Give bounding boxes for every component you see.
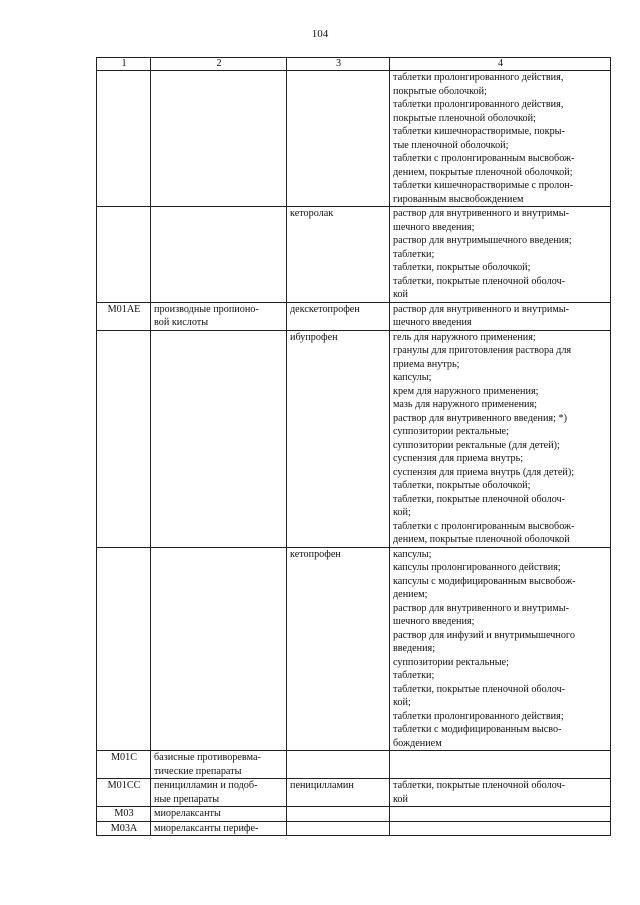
dosage-forms-cell <box>390 821 611 836</box>
dosage-form-line: дением, покрытые пленочной оболочкой; <box>393 166 573 178</box>
atc-code-cell <box>97 751 151 779</box>
dosage-form-line: суппозитории ректальные (для детей); <box>393 439 560 451</box>
dosage-form-line: суспензия для приема внутрь (для детей); <box>393 466 575 478</box>
dosage-form-line: таблетки пролонгированного действия; <box>393 710 564 722</box>
dosage-form-line: покрытые пленочной оболочкой; <box>393 112 536 124</box>
dosage-form-line: дением; <box>393 589 428 600</box>
group-name-cell <box>151 807 287 822</box>
dosage-form-line: суппозитории ректальные; <box>393 426 509 437</box>
atc-code: M01C <box>110 752 138 763</box>
atc-code: M03 <box>114 808 134 819</box>
drug-name-cell <box>287 330 390 547</box>
dosage-form-line: гированным высвобождением <box>393 193 524 205</box>
dosage-form-line: таблетки, покрытые оболочкой; <box>393 480 531 491</box>
table-row <box>97 71 611 207</box>
group-name-cell <box>151 751 287 779</box>
dosage-form-line: шечного введения; <box>393 616 475 627</box>
atc-code-cell <box>97 71 151 207</box>
dosage-form-line: шечного введения <box>393 317 472 328</box>
dosage-form-line: таблетки; <box>393 670 435 681</box>
group-name-cell <box>151 330 287 547</box>
dosage-form-line: раствор для внутривенного и внутримы- <box>393 303 570 315</box>
group-name-cell <box>151 779 287 807</box>
dosage-form-line: таблетки, покрытые пленочной оболоч- <box>393 493 566 505</box>
dosage-form-line: таблетки с пролонгированным высвобож- <box>393 153 575 164</box>
dosage-form-line: бождением <box>393 737 442 749</box>
dosage-form-line: кой; <box>393 507 411 518</box>
dosage-form-line: раствор для инфузий и внутримышечного <box>393 629 575 641</box>
header-col-2: 2 <box>151 58 287 71</box>
drug-name-cell <box>287 302 390 330</box>
group-name-line: производные пропионо- <box>154 303 259 315</box>
dosage-form-line: таблетки кишечнорастворимые, покры- <box>393 126 565 137</box>
drug-name-cell <box>287 207 390 303</box>
dosage-form-line: таблетки пролонгированного действия, <box>393 72 564 83</box>
dosage-form-line: таблетки, покрытые пленочной оболоч- <box>393 275 566 287</box>
group-name-line: пеницилламин и подоб- <box>154 780 258 791</box>
dosage-forms-cell <box>390 779 611 807</box>
drug-list-table <box>96 57 611 836</box>
dosage-form-line: кой <box>393 289 408 300</box>
dosage-form-line: капсулы; <box>393 548 432 560</box>
atc-code: M01AE <box>107 303 141 315</box>
table-row <box>97 751 611 779</box>
dosage-form-line: раствор для внутривенного введения; *) <box>393 412 567 424</box>
group-name-line: вой кислоты <box>154 317 209 328</box>
drug-name-cell <box>287 751 390 779</box>
dosage-forms-cell <box>390 207 611 303</box>
dosage-forms-cell <box>390 302 611 330</box>
table-row <box>97 547 611 751</box>
dosage-form-line: введения; <box>393 643 436 654</box>
dosage-forms-cell <box>390 807 611 822</box>
dosage-form-line: приема внутрь; <box>393 358 460 370</box>
drug-name-cell <box>287 71 390 207</box>
dosage-forms-cell <box>390 751 611 779</box>
atc-code: M01CC <box>107 780 141 791</box>
dosage-form-line: суспензия для приема внутрь; <box>393 453 524 464</box>
table-row <box>97 302 611 330</box>
dosage-forms-cell <box>390 547 611 751</box>
group-name-cell <box>151 302 287 330</box>
group-name-cell <box>151 207 287 303</box>
dosage-form-line: тые пленочной оболочкой; <box>393 139 509 151</box>
header-col-3: 3 <box>287 58 390 71</box>
dosage-form-line: раствор для внутривенного и внутримы- <box>393 208 570 219</box>
table-row <box>97 207 611 303</box>
dosage-form-line: покрытые оболочкой; <box>393 85 487 97</box>
dosage-form-line: таблетки; <box>393 248 435 260</box>
atc-code-cell <box>97 807 151 822</box>
dosage-form-line: таблетки с пролонгированным высвобож- <box>393 520 575 532</box>
page-number: 104 <box>311 28 329 40</box>
group-name-line: миорелаксанты перифе- <box>154 822 259 834</box>
dosage-form-line: таблетки, покрытые оболочкой; <box>393 262 531 273</box>
table-row <box>97 330 611 547</box>
table-row <box>97 779 611 807</box>
header-col-4: 4 <box>390 58 611 71</box>
dosage-form-line: раствор для внутримышечного введения; <box>393 235 572 246</box>
atc-code-cell <box>97 207 151 303</box>
dosage-form-line: шечного введения; <box>393 221 475 233</box>
dosage-form-line: таблетки, покрытые пленочной оболоч- <box>393 780 566 791</box>
dosage-form-line: капсулы; <box>393 372 432 383</box>
dosage-form-line: таблетки, покрытые пленочной оболоч- <box>393 683 566 695</box>
drug-name: кеторолак <box>290 208 334 219</box>
dosage-form-line: крем для наружного применения; <box>393 385 539 397</box>
drug-name: кетопрофен <box>290 548 341 560</box>
dosage-form-line: дением, покрытые пленочной оболочкой <box>393 534 570 545</box>
atc-code-cell <box>97 330 151 547</box>
group-name-cell <box>151 547 287 751</box>
atc-code-cell <box>97 821 151 836</box>
drug-name-cell <box>287 821 390 836</box>
dosage-form-line: таблетки кишечнорастворимые с пролон- <box>393 180 574 191</box>
header-col-1: 1 <box>97 58 151 71</box>
drug-name-cell <box>287 547 390 751</box>
drug-name: пеницилламин <box>290 780 354 791</box>
drug-name: ибупрофен <box>290 331 338 343</box>
dosage-form-line: кой <box>393 793 408 805</box>
atc-code: M03A <box>110 822 138 834</box>
dosage-form-line: капсулы с модифицированным высвобож- <box>393 575 576 587</box>
dosage-form-line: раствор для внутривенного и внутримы- <box>393 602 570 614</box>
atc-code-cell <box>97 779 151 807</box>
dosage-form-line: капсулы пролонгированного действия; <box>393 562 561 573</box>
group-name-line: ные препараты <box>154 793 220 805</box>
group-name-line: базисные противоревма- <box>154 752 261 763</box>
dosage-form-line: суппозитории ректальные; <box>393 656 509 668</box>
drug-name-cell <box>287 779 390 807</box>
table-header-row <box>97 58 611 71</box>
dosage-forms-cell <box>390 330 611 547</box>
atc-code-cell <box>97 547 151 751</box>
table-row <box>97 807 611 822</box>
dosage-form-line: кой; <box>393 697 411 708</box>
group-name-line: тические препараты <box>154 765 242 777</box>
drug-name: декскетопрофен <box>290 303 360 315</box>
drug-name-cell <box>287 807 390 822</box>
dosage-forms-cell <box>390 71 611 207</box>
dosage-form-line: гель для наружного применения; <box>393 331 536 343</box>
dosage-form-line: таблетки пролонгированного действия, <box>393 99 564 110</box>
table-body <box>97 71 611 836</box>
atc-code-cell <box>97 302 151 330</box>
dosage-form-line: таблетки с модифицированным высво- <box>393 724 562 735</box>
table-row <box>97 821 611 836</box>
dosage-form-line: гранулы для приготовления раствора для <box>393 345 572 356</box>
group-name-cell <box>151 821 287 836</box>
dosage-form-line: мазь для наружного применения; <box>393 399 538 410</box>
group-name-line: миорелаксанты <box>154 808 221 819</box>
group-name-cell <box>151 71 287 207</box>
